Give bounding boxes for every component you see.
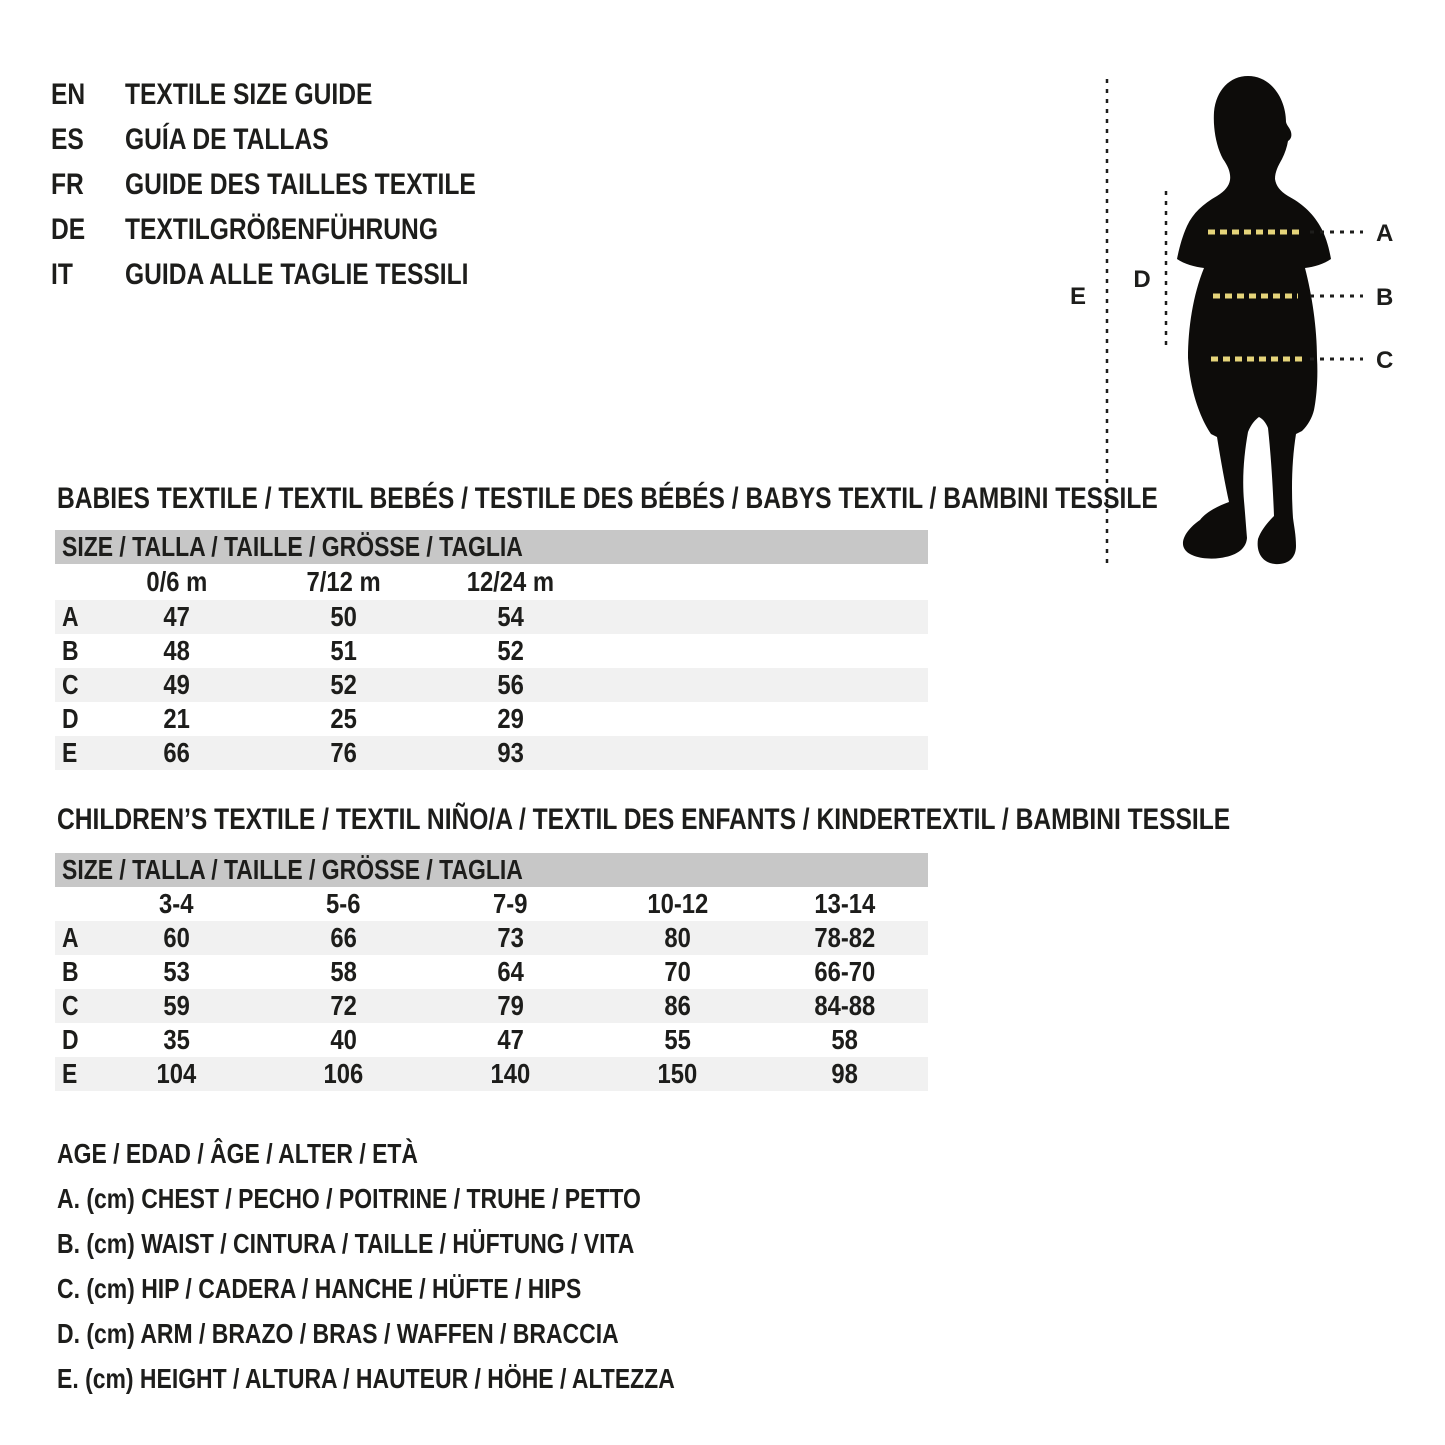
table-row: E 104 106 140 150 98 — [55, 1057, 928, 1091]
table-row: A 47 50 54 — [55, 600, 928, 634]
children-col-5-6: 5-6 — [326, 888, 361, 919]
figure-label-d: D — [1133, 266, 1151, 293]
lang-code-de: DE — [51, 212, 86, 246]
babies-size-header-bar: SIZE / TALLA / TAILLE / GRÖSSE / TAGLIA — [55, 530, 928, 564]
lang-row-es — [51, 117, 553, 162]
lang-code-it: IT — [51, 257, 73, 291]
row-label-d: D — [62, 703, 79, 734]
row-label-d: D — [62, 1024, 79, 1055]
babies-section-title: BABIES TEXTILE / TEXTIL BEBÉS / TESTILE DES BÉBÉS / BABYS TEXTIL / BAMBINI TESSILE — [57, 482, 1158, 515]
children-section-title: CHILDREN’S TEXTILE / TEXTIL NIÑO/A / TEXTIL DES ENFANTS / KINDERTEXTIL / BAMBINI TESSILE — [57, 803, 1231, 836]
child-measurement-figure — [1060, 60, 1445, 610]
lang-code-en: EN — [51, 77, 86, 111]
babies-col-7-12m: 7/12 m — [306, 566, 381, 597]
row-label-c: C — [62, 990, 79, 1021]
babies-col-12-24m: 12/24 m — [466, 566, 555, 597]
figure-label-b: B — [1376, 284, 1394, 311]
lang-row-de — [51, 207, 553, 252]
children-size-header-bar: SIZE / TALLA / TAILLE / GRÖSSE / TAGLIA — [55, 853, 928, 887]
legend-height: E. (cm) HEIGHT / ALTURA / HAUTEUR / HÖHE / ALTEZZA — [57, 1363, 675, 1394]
legend-chest: A. (cm) CHEST / PECHO / POITRINE / TRUHE / PETTO — [57, 1183, 641, 1214]
table-row: D 35 40 47 55 58 — [55, 1023, 928, 1057]
table-row: C 49 52 56 — [55, 668, 928, 702]
lang-row-it — [51, 252, 553, 297]
measurement-legend — [57, 1131, 810, 1401]
children-col-3-4: 3-4 — [159, 888, 194, 919]
figure-label-c: C — [1376, 347, 1394, 374]
table-row: E 66 76 93 — [55, 736, 928, 770]
lang-title-de: TEXTILGRÖßENFÜHRUNG — [125, 212, 438, 246]
children-size-table — [55, 887, 928, 1091]
lang-title-es: GUÍA DE TALLAS — [125, 122, 329, 156]
lang-row-en — [51, 72, 553, 117]
row-label-a: A — [62, 922, 79, 953]
lang-row-fr — [51, 162, 553, 207]
lang-title-it: GUIDA ALLE TAGLIE TESSILI — [125, 257, 469, 291]
babies-columns-row — [55, 564, 928, 600]
legend-arm: D. (cm) ARM / BRAZO / BRAS / WAFFEN / BRACCIA — [57, 1318, 619, 1349]
children-columns-row — [55, 887, 928, 921]
children-col-10-12: 10-12 — [647, 888, 708, 919]
figure-label-a: A — [1376, 220, 1394, 247]
lang-code-es: ES — [51, 122, 84, 156]
legend-hip: C. (cm) HIP / CADERA / HANCHE / HÜFTE / HIPS — [57, 1273, 582, 1304]
table-row: A 60 66 73 80 78-82 — [55, 921, 928, 955]
legend-waist: B. (cm) WAIST / CINTURA / TAILLE / HÜFTUNG / VITA — [57, 1228, 635, 1259]
babies-col-0-6m: 0/6 m — [146, 566, 207, 597]
lang-title-fr: GUIDE DES TAILLES TEXTILE — [125, 167, 476, 201]
row-label-e: E — [62, 1058, 78, 1089]
figure-label-e: E — [1069, 283, 1087, 310]
table-row: D 21 25 29 — [55, 702, 928, 736]
language-header — [51, 72, 553, 297]
table-row: B 48 51 52 — [55, 634, 928, 668]
table-row: B 53 58 64 70 66-70 — [55, 955, 928, 989]
table-row: C 59 72 79 86 84-88 — [55, 989, 928, 1023]
children-col-13-14: 13-14 — [814, 888, 875, 919]
children-col-7-9: 7-9 — [493, 888, 528, 919]
lang-title-en: TEXTILE SIZE GUIDE — [125, 77, 373, 111]
row-label-c: C — [62, 669, 79, 700]
row-label-b: B — [62, 635, 79, 666]
row-label-b: B — [62, 956, 79, 987]
lang-code-fr: FR — [51, 167, 84, 201]
babies-size-table — [55, 564, 928, 770]
legend-age: AGE / EDAD / ÂGE / ALTER / ETÀ — [57, 1138, 419, 1169]
row-label-a: A — [62, 601, 79, 632]
row-label-e: E — [62, 737, 78, 768]
